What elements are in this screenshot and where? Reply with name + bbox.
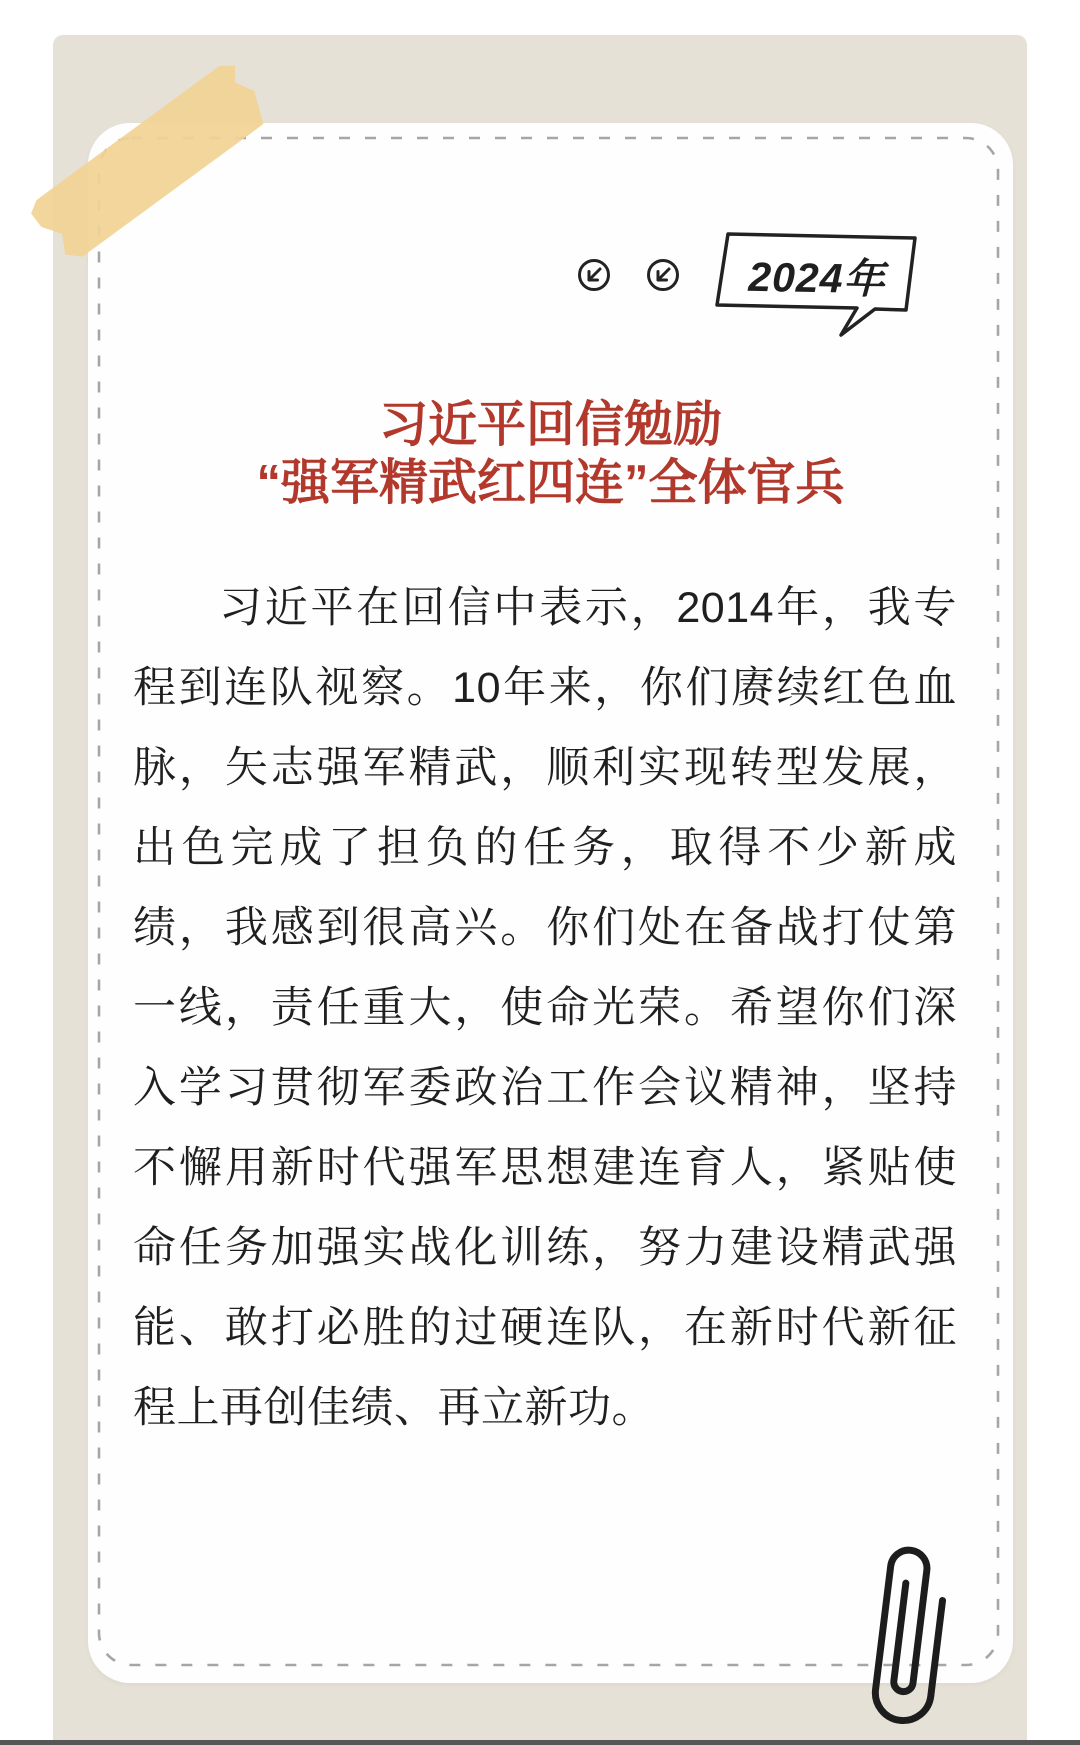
down-left-arrow-icon: [577, 258, 611, 292]
year-badge-label: 2024年: [747, 253, 886, 302]
title-line-2: “强军精武红四连”全体官兵: [256, 456, 845, 510]
body-paragraph: 习近平在回信中表示，2014年，我专程到连队视察。10年来，你们赓续红色血脉，矢志强军精武，顺利实现转型发展，出色完成了担负的任务，取得不少新成绩，我感到很高兴。你们处在备战打仗第一线，责任重大，使命光荣。希望你们深入学习贯彻军委政治工作会议精神，坚持不懈用新时代强军思想建连育人，紧贴使命任务加强实战化训练，努力建设精武强能、敢打必胜的过硬连队，在新时代新征程上再创佳绩、再立新功。: [133, 584, 957, 1432]
down-left-arrow-icon: [646, 258, 680, 292]
page-title: [88, 396, 1013, 512]
bottom-edge-bar: [0, 1740, 1080, 1745]
title-line-1: 习近平回信勉励: [378, 398, 722, 452]
year-badge: [710, 228, 924, 342]
